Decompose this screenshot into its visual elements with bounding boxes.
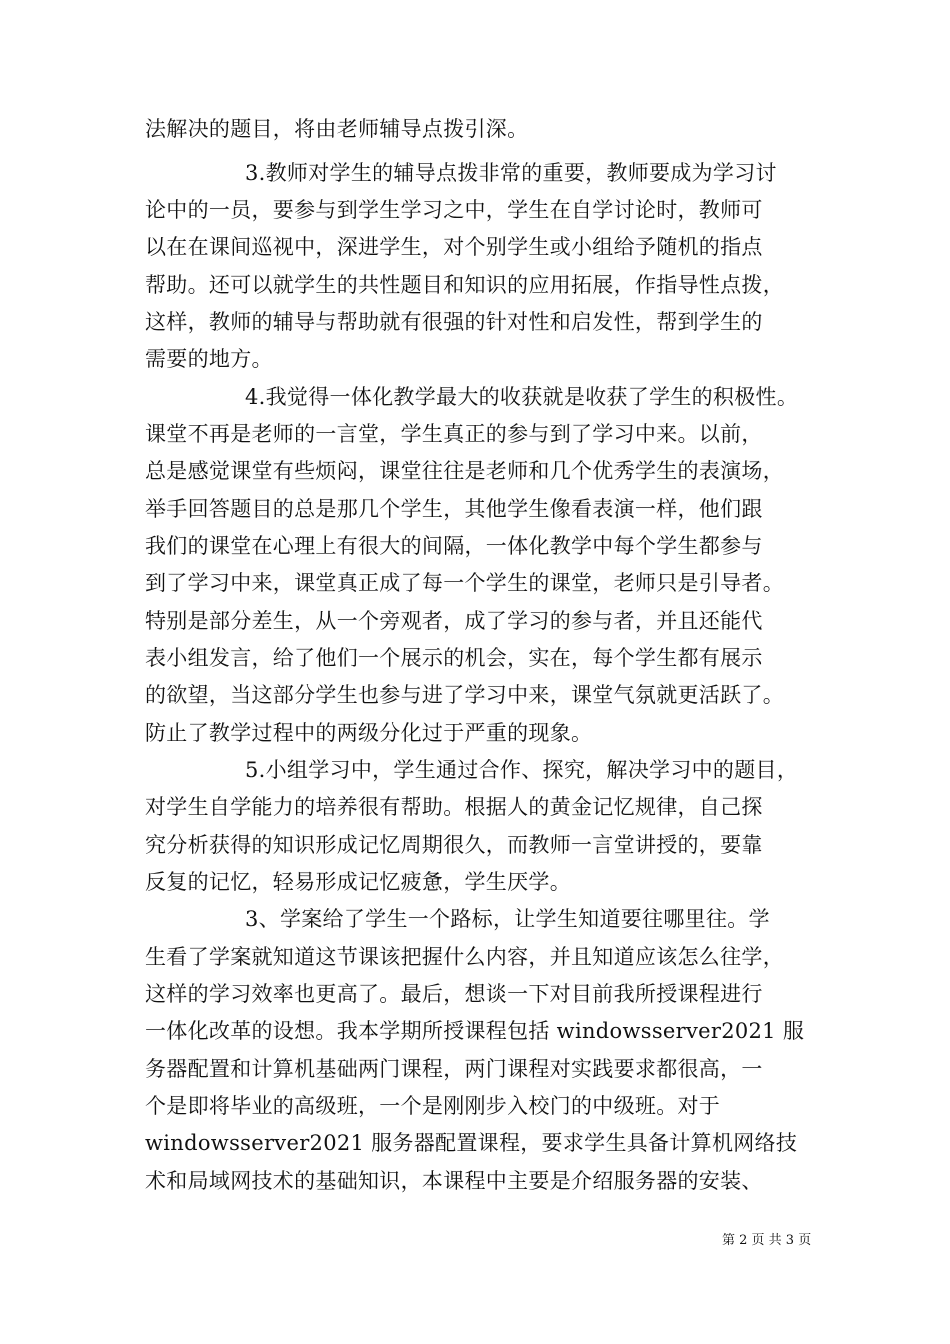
text-line: 到了学习中来，课堂真正成了每一个学生的课堂，老师只是引导者。 — [145, 571, 784, 595]
text-line: 论中的一员，要参与到学生学习之中，学生在自学讨论时，教师可 — [145, 198, 763, 222]
text-line: 反复的记忆，轻易形成记忆疲惫，学生厌学。 — [145, 870, 571, 894]
paragraph-first-line: 3、学案给了学生一个路标，让学生知道要往哪里往。学 — [245, 907, 770, 931]
text-line: 举手回答题目的总是那几个学生，其他学生像看表演一样，他们跟 — [145, 497, 763, 521]
text-line: 这样，教师的辅导与帮助就有很强的针对性和启发性，帮到学生的 — [145, 310, 763, 334]
text-line: 帮助。还可以就学生的共性题目和知识的应用拓展，作指导性点拨， — [145, 273, 784, 297]
text-line: 总是感觉课堂有些烦闷，课堂往往是老师和几个优秀学生的表演场， — [145, 459, 784, 483]
text-line: windowsserver2021 服务器配置课程，要求学生具备计算机网络技 — [145, 1131, 798, 1155]
text-line: 一体化改革的设想。我本学期所授课程包括 windowsserver2021 服 — [145, 1019, 805, 1043]
text-line: 对学生自学能力的培养很有帮助。根据人的黄金记忆规律，自己探 — [145, 795, 763, 819]
text-line: 的欲望，当这部分学生也参与进了学习中来，课堂气氛就更活跃了。 — [145, 683, 784, 707]
text-line: 需要的地方。 — [145, 347, 273, 371]
text-line: 我们的课堂在心理上有很大的间隔，一体化教学中每个学生都参与 — [145, 534, 763, 558]
text-line: 务器配置和计算机基础两门课程，两门课程对实践要求都很高，一 — [145, 1057, 763, 1081]
paragraph-first-line: 3.教师对学生的辅导点拨非常的重要，教师要成为学习讨 — [245, 161, 777, 185]
text-line: 表小组发言，给了他们一个展示的机会，实在，每个学生都有展示 — [145, 646, 763, 670]
text-line: 术和局域网技术的基础知识，本课程中主要是介绍服务器的安装、 — [145, 1169, 763, 1193]
text-line: 课堂不再是老师的一言堂，学生真正的参与到了学习中来。以前， — [145, 422, 763, 446]
text-line: 个是即将毕业的高级班，一个是刚刚步入校门的中级班。对于 — [145, 1094, 721, 1118]
text-line: 以在在课间巡视中，深进学生，对个别学生或小组给予随机的指点 — [145, 235, 763, 259]
text-line: 防止了教学过程中的两级分化过于严重的现象。 — [145, 721, 593, 745]
text-line: 法解决的题目，将由老师辅导点拨引深。 — [145, 117, 529, 141]
text-line: 生看了学案就知道这节课该把握什么内容，并且知道应该怎么往学， — [145, 945, 784, 969]
text-line: 特别是部分差生，从一个旁观者，成了学习的参与者，并且还能代 — [145, 609, 763, 633]
paragraph-first-line: 4.我觉得一体化教学最大的收获就是收获了学生的积极性。 — [245, 385, 799, 409]
text-line: 究分析获得的知识形成记忆周期很久，而教师一言堂讲授的，要靠 — [145, 833, 763, 857]
paragraph-first-line: 5.小组学习中，学生通过合作、探究，解决学习中的题目， — [245, 758, 799, 782]
text-line: 这样的学习效率也更高了。最后，想谈一下对目前我所授课程进行 — [145, 982, 763, 1006]
page-number: 第 2 页 共 3 页 — [722, 1233, 812, 1248]
